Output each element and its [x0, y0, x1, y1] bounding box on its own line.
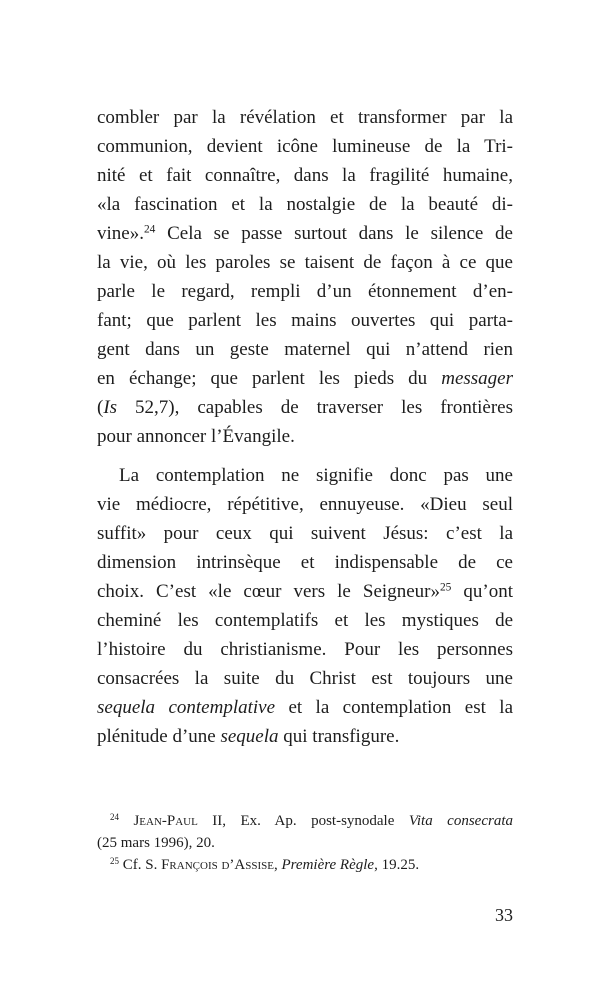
paragraph-2 [97, 461, 513, 751]
text-line [97, 577, 513, 606]
text-segment: qui transfigure. [278, 726, 400, 747]
text-segment: vine». [97, 223, 144, 244]
text-segment: l’histoire du christianisme. Pour les personnes [97, 639, 513, 660]
text-line [97, 854, 513, 876]
text-line [97, 335, 513, 364]
text-segment: Première Règle [281, 857, 375, 873]
text-line [97, 393, 513, 422]
text-line [97, 132, 513, 161]
page-number: 33 [495, 905, 513, 925]
text-segment: suffit» pour ceux qui suivent Jésus: c’est la [97, 523, 513, 544]
text-segment: , 19.25. [374, 857, 420, 873]
text-line [97, 248, 513, 277]
text-line [97, 832, 513, 854]
text-segment: 52,7), capables de traverser les frontières [117, 397, 513, 418]
text-line [97, 364, 513, 393]
text-segment: vie médiocre, répétitive, ennuyeuse. «Dieu seul [97, 494, 513, 515]
text-segment: II, Ex. Ap. post-synodale [197, 813, 409, 829]
text-segment: consacrées la suite du Christ est toujours une [97, 668, 513, 689]
text-line [97, 219, 513, 248]
text-segment: la vie, où les paroles se taisent de façon à ce que [97, 252, 513, 273]
text-segment: Cela se passe surtout dans le silence de [155, 223, 513, 244]
text-segment: en échange; que parlent les pieds du [97, 368, 442, 389]
text-line [97, 190, 513, 219]
text-segment: «la fascination et la nostalgie de la beauté di- [97, 194, 513, 215]
text-segment: gent dans un geste maternel qui n’attend rien [97, 339, 513, 360]
footnote-ref: 25 [110, 856, 119, 867]
text-segment: sequela [220, 726, 279, 747]
text-segment: Is [103, 397, 118, 418]
text-segment: et la contemplation est la [275, 697, 514, 718]
text-line [97, 461, 513, 490]
paragraph-1 [97, 103, 513, 451]
text-segment: La contemplation ne signifie donc pas une [119, 465, 513, 486]
text-segment: cheminé les contemplatifs et les mystiques de [97, 610, 513, 631]
text-line [97, 693, 513, 722]
text-line [97, 635, 513, 664]
text-line [97, 606, 513, 635]
text-segment: dimension intrinsèque et indispensable de ce [97, 552, 513, 573]
text-segment: ( [97, 397, 104, 418]
text-segment: combler par la révélation et transformer par la [97, 107, 513, 128]
text-segment: sequela contemplative [97, 697, 276, 718]
text-segment: François d’Assise [161, 857, 274, 873]
text-segment: choix. C’est «le cœur vers le Seigneur» [97, 581, 440, 602]
text-segment: Jean-Paul [133, 813, 198, 829]
text-segment: Cf. S. [119, 857, 162, 873]
text-segment: , [273, 857, 282, 873]
text-segment: (25 mars 1996), 20. [97, 835, 215, 851]
text-segment: Vita consecrata [408, 813, 513, 829]
text-segment: parle le regard, rempli d’un étonnement d’en- [97, 281, 513, 302]
text-segment: qu’ont [451, 581, 513, 602]
text-line [97, 422, 513, 451]
footnote-ref: 24 [143, 223, 156, 236]
text-line [97, 277, 513, 306]
text-line [97, 103, 513, 132]
footnote-ref: 25 [439, 581, 452, 594]
text-segment: communion, devient icône lumineuse de la Tri- [97, 136, 513, 157]
text-line [97, 548, 513, 577]
text-line [97, 306, 513, 335]
text-segment: pour annoncer l’Évangile. [97, 426, 295, 447]
text-line [97, 490, 513, 519]
text-line [97, 722, 513, 751]
text-line [97, 664, 513, 693]
text-segment: plénitude d’une [97, 726, 221, 747]
text-line [97, 810, 513, 832]
text-segment: fant; que parlent les mains ouvertes qui parta- [97, 310, 513, 331]
text-line [97, 161, 513, 190]
footnote-ref: 24 [110, 812, 119, 823]
text-segment [119, 813, 133, 829]
text-segment: messager [441, 368, 513, 389]
text-line [97, 519, 513, 548]
footnotes [97, 810, 513, 876]
text-segment: nité et fait connaître, dans la fragilité humaine, [97, 165, 513, 186]
